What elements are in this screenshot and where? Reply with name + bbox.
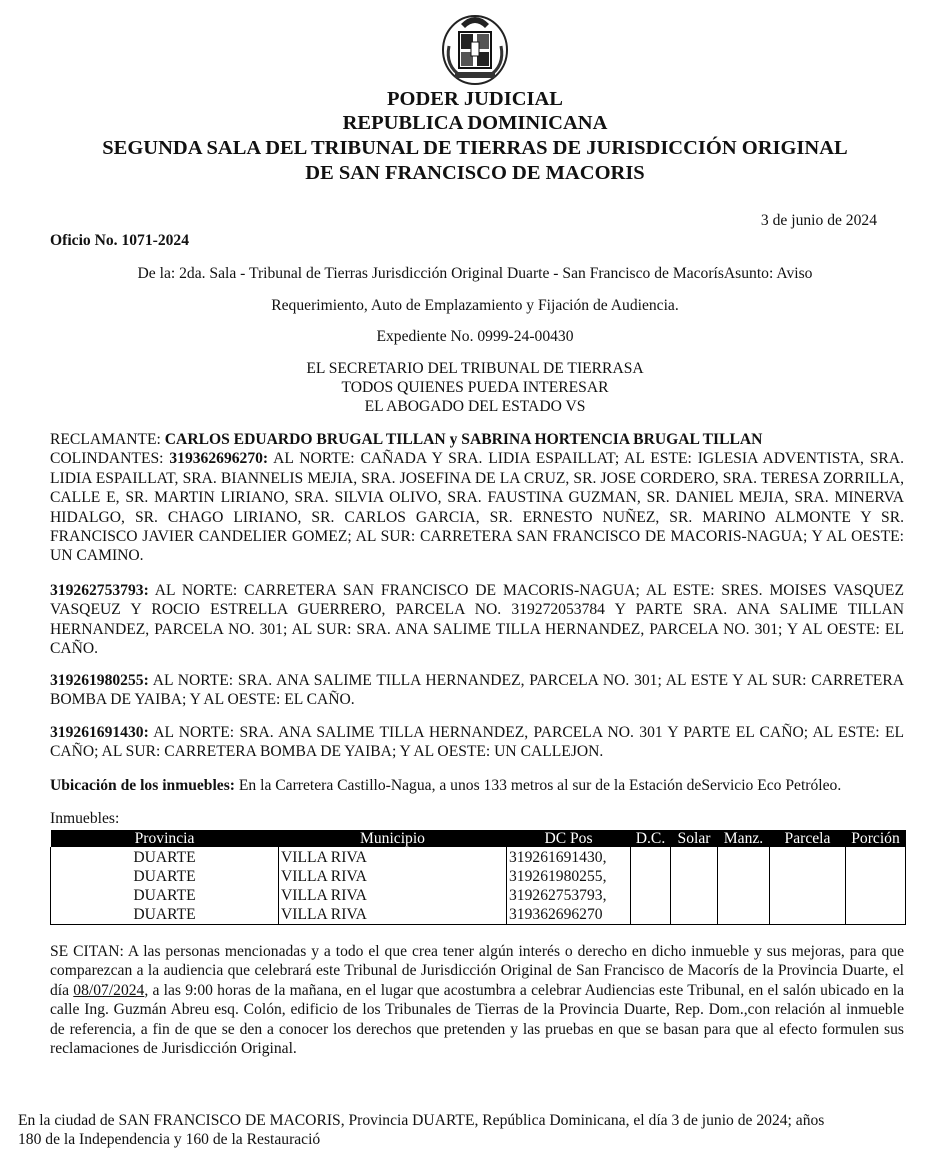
- column-header: Porción: [846, 830, 906, 847]
- provincia-cell: DUARTE: [133, 849, 196, 866]
- parcel-id: 319262753793:: [50, 582, 149, 599]
- parcel-paragraph: [50, 723, 904, 762]
- header-court-branch: PODER JUDICIAL: [387, 88, 563, 110]
- parcel-paragraph: [50, 581, 904, 659]
- provincia-cell: DUARTE: [133, 868, 196, 885]
- parcel-id: 319261980255:: [50, 672, 149, 689]
- citation-text: , a las 9:00 horas de la mañana, en el lugar que acostumbra a celebrar Audiencias este Tribunal, en el salón ubicado en la calle Ing. Guzmán Abreu esq. Colón, edificio de los Tribunales de Tierras de la Provincia Duarte, Rep. Dom.,con relación al inmueble de referencia, a fin de que se den a conocer los derechos que pretenden y las pruebas en que se basan para que al efecto formulen sus reclamaciones de Jurisdicción Original.: [50, 981, 904, 1058]
- manzana-cell: [718, 847, 770, 925]
- de-la-line: De la: 2da. Sala - Tribunal de Tierras Jurisdicción Original Duarte - San Francisco de MacorísAsunto: Aviso: [137, 265, 813, 282]
- parcel-paragraph: [50, 671, 904, 710]
- dc-pos-cell: 319262753793,: [509, 887, 607, 904]
- ubicacion-text: En la Carretera Castillo-Nagua, a unos 133 metros al sur de la Estación deServicio Eco Petróleo.: [238, 777, 842, 794]
- table-row: [51, 847, 906, 925]
- inmuebles-table: [50, 830, 906, 925]
- column-header: D.C.: [631, 830, 671, 847]
- dc-pos-cell: 319261691430,: [509, 849, 607, 866]
- addressee-interesados: TODOS QUIENES PUEDA INTERESAR: [341, 379, 609, 396]
- closing-line: En la ciudad de SAN FRANCISCO DE MACORIS, Provincia DUARTE, República Dominicana, el día 3 de junio de 2024; años: [18, 1112, 825, 1129]
- addressee-secretario: EL SECRETARIO DEL TRIBUNAL DE TIERRASA: [306, 360, 644, 377]
- coat-of-arms-seal: [441, 6, 509, 86]
- parcel-boundaries: AL NORTE: CARRETERA SAN FRANCISCO DE MACORIS-NAGUA; AL ESTE: SRES. MOISES VASQUEZ VASQEUZ Y ROCIO ESTRELLA GUERRERO, PARCELA NO. 319272053784 Y PARTE SRA. ANA SALIME TILLAN HERNANDEZ, PARCELA NO. 301; AL SUR: SRA. ANA SALIME TILLA HERNANDEZ, PARCELA NO. 301; Y AL OESTE: EL CAÑO.: [50, 582, 904, 658]
- colindantes-text: AL NORTE: CAÑADA Y SRA. LIDIA ESPAILLAT; AL ESTE: IGLESIA ADVENTISTA, SRA. LIDIA ESPAILLAT, SRA. BIANNELIS MEJIA, SRA. JOSEFINA DE LA CRUZ, SR. JOSE CORDERO, SRA. TERESA ZORRILLA, CALLE E, SR. MARTIN LIRIANO, SRA. SILVIA OLIVO, SRA. FAUSTINA GUZMAN, SR. DANIEL MEJIA, SRA. MINERVA HIDALGO, SR. CHAGO LIRIANO, SR. CARLOS GARCIA, SR. ERNESTO NUÑEZ, SR. MARINO ALMONTE Y SR. FRANCISCO JAVIER CANDELIER GOMEZ; AL SUR: CARRETERA SAN FRANCISCO DE MACORIS-NAGUA; Y AL OESTE: UN CAMINO.: [50, 450, 904, 565]
- municipio-cell: VILLA RIVA: [281, 887, 367, 904]
- ubicacion-paragraph: [50, 776, 920, 795]
- addressee-abogado: EL ABOGADO DEL ESTADO VS: [364, 398, 586, 415]
- column-header: Parcela: [770, 830, 846, 847]
- parcel-id: 319261691430:: [50, 724, 149, 741]
- header-chamber: SEGUNDA SALA DEL TRIBUNAL DE TIERRAS DE JURISDICCIÓN ORIGINAL: [102, 137, 848, 159]
- provincia-cell: DUARTE: [133, 887, 196, 904]
- reclamante-label: RECLAMANTE:: [50, 431, 161, 448]
- table-header-row: [51, 830, 906, 847]
- reclamante-paragraph: [50, 430, 904, 566]
- parcela-cell: [770, 847, 846, 925]
- column-header: Solar: [671, 830, 718, 847]
- expediente-number: Expediente No. 0999-24-00430: [376, 328, 574, 345]
- parcel-boundaries: AL NORTE: SRA. ANA SALIME TILLA HERNANDEZ, PARCELA NO. 301 Y PARTE EL CAÑO; AL ESTE: EL CAÑO; AL SUR: CARRETERA BOMBA DE YAIBA; Y AL OESTE: UN CALLEJON.: [50, 724, 904, 761]
- dc-pos-cell: 319261980255,: [509, 868, 607, 885]
- parcel-boundaries: AL NORTE: SRA. ANA SALIME TILLA HERNANDEZ, PARCELA NO. 301; AL ESTE Y AL SUR: CARRETERA BOMBA DE YAIBA; Y AL OESTE: EL CAÑO.: [50, 672, 904, 709]
- reclamante-names: CARLOS EDUARDO BRUGAL TILLAN y SABRINA HORTENCIA BRUGAL TILLAN: [164, 431, 763, 448]
- inmuebles-label: Inmuebles:: [50, 810, 120, 827]
- provincia-cell: DUARTE: [133, 906, 196, 923]
- dc-cell: [631, 847, 671, 925]
- column-header: DC Pos: [507, 830, 631, 847]
- document-date: 3 de junio de 2024: [760, 212, 877, 229]
- municipio-cell: VILLA RIVA: [281, 849, 367, 866]
- hearing-date: 08/07/2024: [73, 981, 145, 999]
- municipio-cell: VILLA RIVA: [281, 906, 367, 923]
- header-country: REPUBLICA DOMINICANA: [342, 112, 608, 134]
- porcion-cell: [846, 847, 906, 925]
- oficio-number: Oficio No. 1071-2024: [50, 232, 190, 249]
- citation-paragraph: [50, 942, 904, 1058]
- header-location: DE SAN FRANCISCO DE MACORIS: [305, 162, 645, 184]
- closing-line: 180 de la Independencia y 160 de la Restauració: [18, 1131, 321, 1148]
- column-header: Provincia: [51, 830, 279, 847]
- municipio-cell: VILLA RIVA: [281, 868, 367, 885]
- colindantes-label: COLINDANTES:: [50, 450, 164, 468]
- dc-pos-cell: 319362696270: [509, 906, 603, 923]
- column-header: Manz.: [718, 830, 770, 847]
- citation-text: SE CITAN: A las personas mencionadas y a todo el que crea tener algún interés o derecho en dicho inmueble y sus mejoras, para que comparezcan a la audiencia que celebrará este Tribunal de Jurisdicción Original de San Francisco de Macorís de la Provincia Duarte, el día: [50, 943, 904, 999]
- column-header: Municipio: [279, 830, 507, 847]
- solar-cell: [671, 847, 718, 925]
- ubicacion-label: Ubicación de los inmuebles:: [50, 777, 235, 794]
- parcel-id: 319362696270:: [169, 450, 269, 468]
- asunto-line: Requerimiento, Auto de Emplazamiento y Fijación de Audiencia.: [271, 297, 679, 314]
